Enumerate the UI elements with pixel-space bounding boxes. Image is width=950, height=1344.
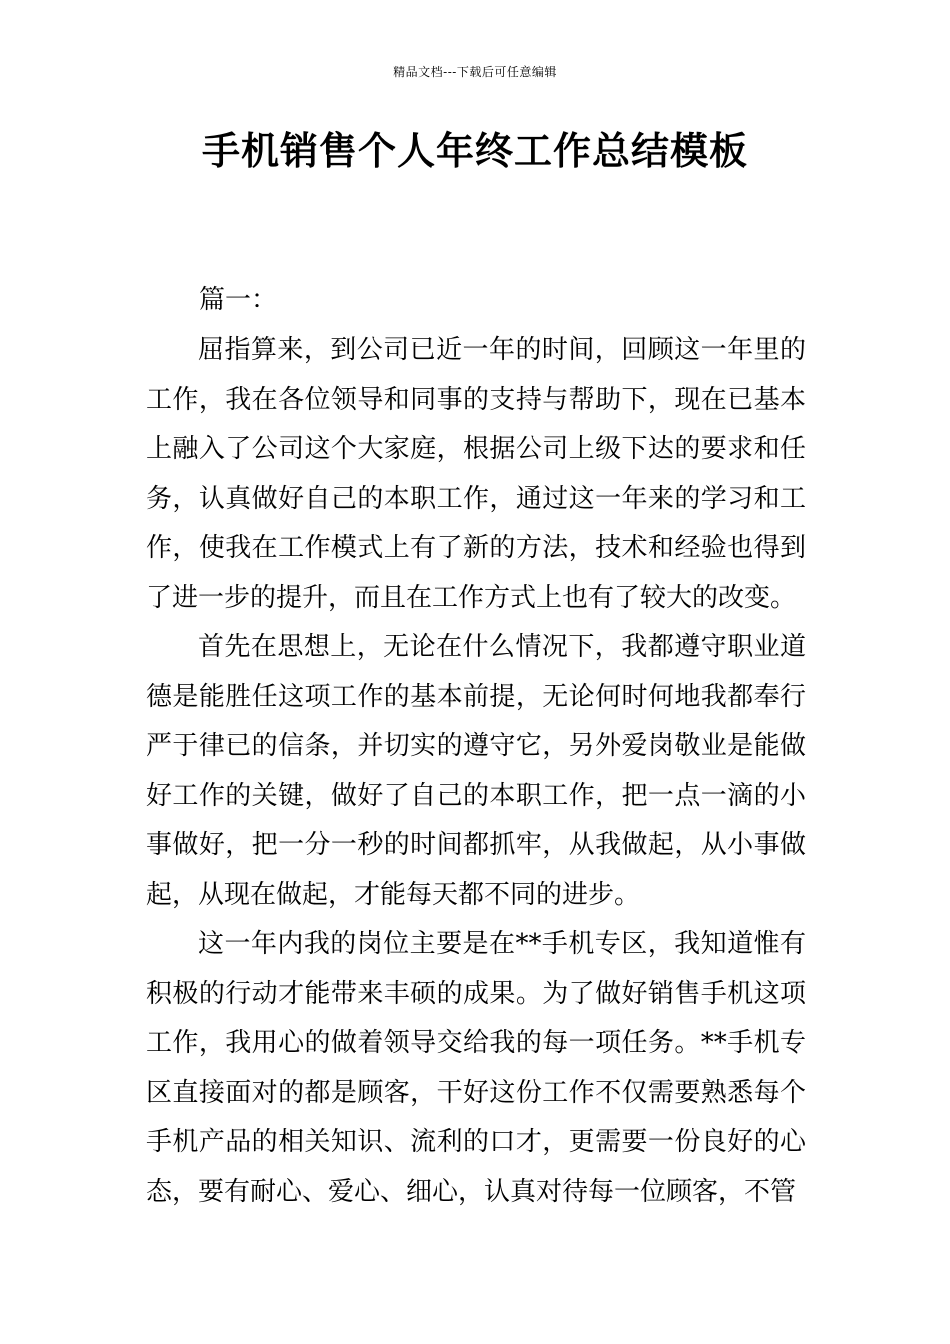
paragraph-2: 首先在思想上，无论在什么情况下，我都遵守职业道德是能胜任这项工作的基本前提，无论何时何地我都奉行严于律已的信条，并切实的遵守它，另外爱岗敬业是能做好工作的关键，做好了自己的本职工作，把一点一滴的小事做好，把一分一秒的时间都抓牢，从我做起，从小事做起，从现在做起，才能每天都不同的进步。 [146,632,806,910]
header-note: 精品文档---下载后可任意编辑 [393,65,557,79]
document-title: 手机销售个人年终工作总结模板 [201,129,748,173]
body-text [146,326,806,1217]
section-label: 篇一： [199,285,278,315]
paragraph-3: 这一年内我的岗位主要是在**手机专区，我知道惟有积极的行动才能带来丰硕的成果。为了做好销售手机这项工作，我用心的做着领导交给我的每一项任务。**手机专区直接面对的都是顾客，干好这份工作不仅需要熟悉每个手机产品的相关知识、流利的口才，更需要一份良好的心态，要有耐心、爱心、细心，认真对待每一位顾客，不管 [146,929,806,1207]
paragraph-1: 屈指算来，到公司已近一年的时间，回顾这一年里的工作，我在各位领导和同事的支持与帮助下，现在已基本上融入了公司这个大家庭，根据公司上级下达的要求和任务，认真做好自己的本职工作，通过这一年来的学习和工作，使我在工作模式上有了新的方法，技术和经验也得到了进一步的提升，而且在工作方式上也有了较大的改变。 [146,335,806,613]
